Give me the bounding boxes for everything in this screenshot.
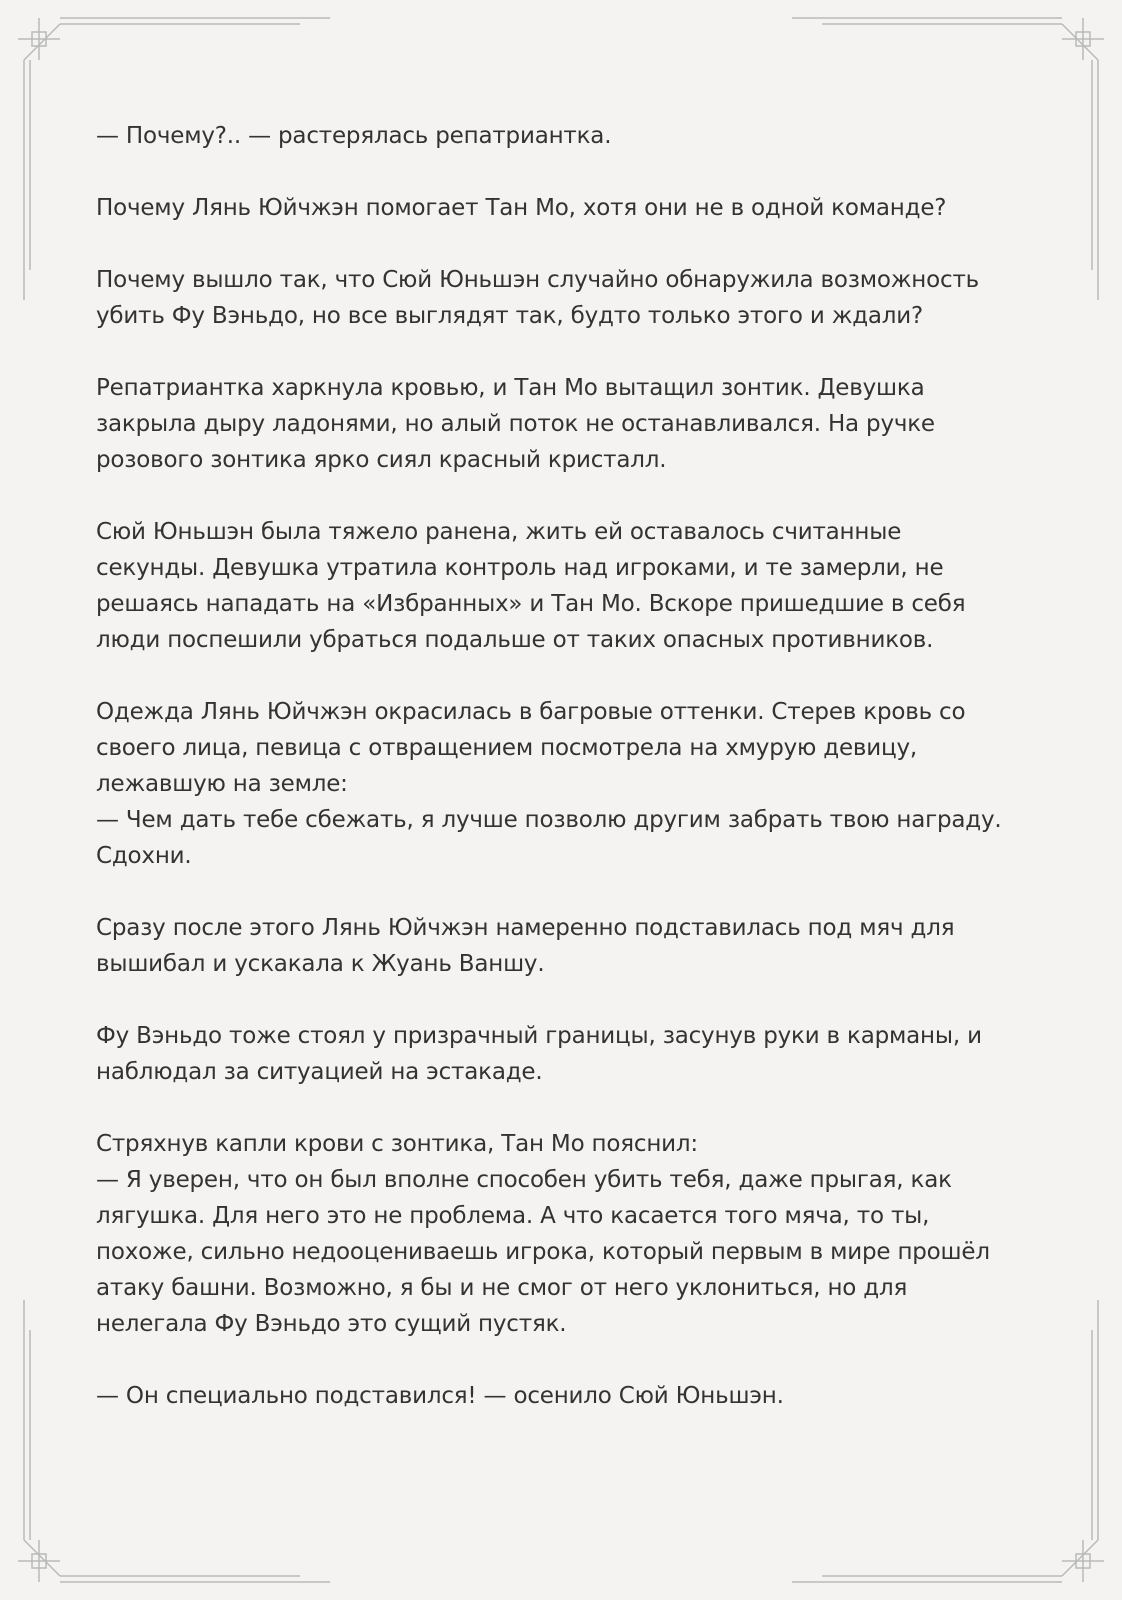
text-line: лягушка. Для него это не проблема. А что касается того мяча, то ты, (96, 1203, 930, 1229)
paragraph (96, 262, 1036, 334)
text-line: Почему вышло так, что Сюй Юньшэн случайно обнаружила возможность (96, 267, 980, 293)
text-line: люди поспешили убраться подальше от таких опасных противников. (96, 627, 934, 653)
paragraph (96, 514, 1036, 658)
text-line: — Я уверен, что он был вполне способен убить тебя, даже прыгая, как (96, 1167, 952, 1193)
text-line: убить Фу Вэньдо, но все выглядят так, будто только этого и ждали? (96, 303, 924, 329)
paragraph (96, 370, 1036, 478)
text-line: Сюй Юньшэн была тяжело ранена, жить ей оставалось считанные (96, 519, 902, 545)
text-line: Сразу после этого Лянь Юйчжэн намеренно подставилась под мяч для (96, 915, 955, 941)
text-line: — Почему?.. — растерялась репатриантка. (96, 123, 612, 149)
text-line: — Он специально подставился! — осенило Сюй Юньшэн. (96, 1383, 784, 1409)
text-line: Репатриантка харкнула кровью, и Тан Мо вытащил зонтик. Девушка (96, 375, 925, 401)
text-line: — Чем дать тебе сбежать, я лучше позволю другим забрать твою награду. (96, 807, 1002, 833)
text-line: секунды. Девушка утратила контроль над игроками, и те замерли, не (96, 555, 944, 581)
text-line: решаясь нападать на «Избранных» и Тан Мо. Вскоре пришедшие в себя (96, 591, 966, 617)
text-line: наблюдал за ситуацией на эстакаде. (96, 1059, 543, 1085)
paragraph (96, 118, 1036, 154)
paragraph (96, 1126, 1036, 1342)
paragraph (96, 190, 1036, 226)
paragraph (96, 910, 1036, 982)
text-line: Сдохни. (96, 843, 192, 869)
text-line: Почему Лянь Юйчжэн помогает Тан Мо, хотя они не в одной команде? (96, 195, 947, 221)
paragraph (96, 1378, 1036, 1414)
paragraph (96, 1018, 1036, 1090)
text-line: нелегала Фу Вэньдо это сущий пустяк. (96, 1311, 567, 1337)
paragraph (96, 694, 1036, 874)
text-line: закрыла дыру ладонями, но алый поток не останавливался. На ручке (96, 411, 935, 437)
text-line: Фу Вэньдо тоже стоял у призрачный границы, засунув руки в карманы, и (96, 1023, 982, 1049)
text-line: атаку башни. Возможно, я бы и не смог от него уклониться, но для (96, 1275, 908, 1301)
text-line: лежавшую на земле: (96, 771, 348, 797)
text-line: Стряхнув капли крови с зонтика, Тан Мо пояснил: (96, 1131, 698, 1157)
text-line: похоже, сильно недооцениваешь игрока, который первым в мире прошёл (96, 1239, 990, 1265)
text-line: вышибал и ускакала к Жуань Ваншу. (96, 951, 545, 977)
story-text (96, 118, 1036, 1450)
text-line: розового зонтика ярко сиял красный кристалл. (96, 447, 667, 473)
text-line: Одежда Лянь Юйчжэн окрасилась в багровые оттенки. Стерев кровь со (96, 699, 966, 725)
text-line: своего лица, певица с отвращением посмотрела на хмурую девицу, (96, 735, 918, 761)
